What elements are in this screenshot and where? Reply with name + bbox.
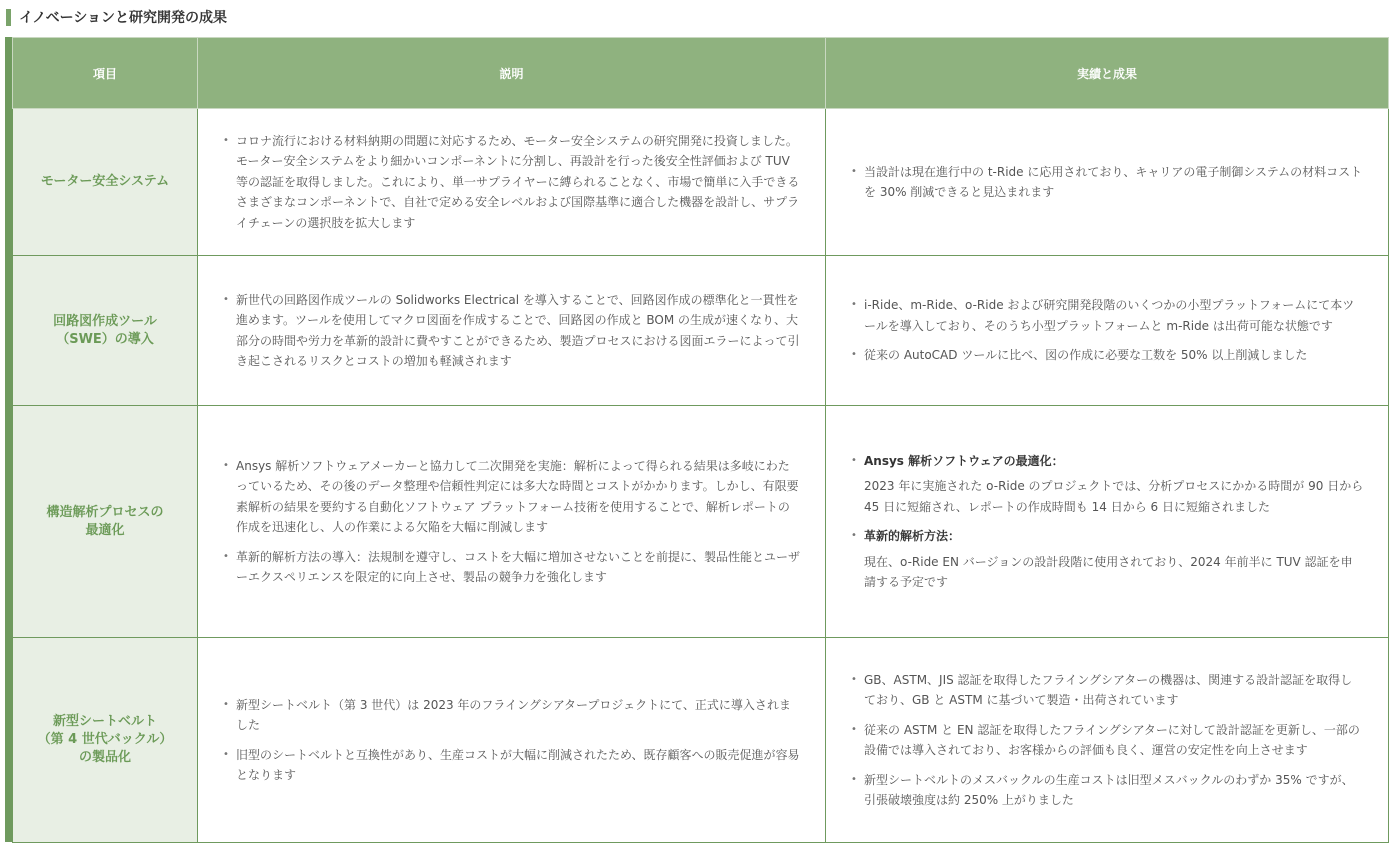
- result-body: 2023 年に実施された o-Ride のプロジェクトでは、分析プロセスにかかる時間が 90 日から 45 日に短縮され、レポートの作成時間も 14 日から 6 日に短縮されました: [864, 479, 1364, 514]
- item-label: （第 4 世代バックル）: [37, 732, 173, 747]
- row-item-cell: [13, 406, 198, 638]
- list-item: • 従来の ASTM と EN 認証を取得したフライングシアターに対して設計認証を更新し、一部の設備では導入されており、お客様からの評価も良く、運営の安定性を向上させます: [850, 720, 1364, 761]
- list-item: • 新世代の回路図作成ツールの Solidworks Electrical を導入することで、回路図作成の標準化と一貫性を進めます。ツールを使用してマクロ図面を作成することで、回路図の作成と BOM の生成が速くなり、大部分の時間や労力を革新的設計に費やすことができるため、製造プロセスにおける図面エラーによって引き起こされるリスクとコストの増加も軽減されます: [222, 290, 801, 372]
- list-item: • 当設計は現在進行中の t-Ride に応用されており、キャリアの電子制御システムの材料コストを 30% 削減できると見込まれます: [850, 162, 1364, 203]
- row-results-cell: [826, 406, 1389, 638]
- item-label: 新型シートベルト: [52, 714, 157, 729]
- heading-accent-bar: [6, 9, 11, 26]
- row-description-cell: [198, 406, 826, 638]
- list-item: • 旧型のシートベルトと互換性があり、生産コストが大幅に削減されたため、既存顧客への販売促進が容易となります: [222, 745, 801, 786]
- description-list: [222, 131, 801, 234]
- table-row: [13, 109, 1389, 256]
- section-heading: [6, 7, 227, 27]
- description-list: [222, 290, 801, 372]
- achievements-table-wrapper: [5, 37, 1388, 842]
- achievements-table: [12, 37, 1389, 843]
- list-item: [850, 451, 1364, 518]
- results-list: [850, 451, 1364, 593]
- item-label: 構造解析プロセスの: [46, 504, 164, 520]
- item-label: 最適化: [85, 522, 125, 538]
- table-row: [13, 638, 1389, 843]
- list-item: • i-Ride、m-Ride、o-Ride および研究開発段階のいくつかの小型プラットフォームにて本ツールを導入しており、そのうち小型プラットフォームと m-Ride は出荷可能な状態です: [850, 295, 1364, 336]
- result-lead: • 革新的解析方法：: [864, 529, 961, 543]
- row-item-cell: [13, 638, 198, 843]
- item-label: の製品化: [78, 750, 131, 765]
- list-item: • Ansys 解析ソフトウェアメーカーと協力して二次開発を実施：解析によって得られる結果は多岐にわたっているため、その後のデータ整理や信頼性判定には多大な時間とコストがかかります。しかし、有限要素解析の結果を要約する自動化ソフトウェア プラットフォーム技術を使用することで、解析レポートの作成を迅速化し、人の作業による欠陥を大幅に削減します: [222, 456, 801, 538]
- table-row: [13, 406, 1389, 638]
- row-item-cell: [13, 256, 198, 406]
- item-label: （SWE）の導入: [56, 331, 154, 347]
- list-item: [850, 526, 1364, 593]
- results-list: [850, 295, 1364, 366]
- item-label: モーター安全システム: [40, 174, 170, 189]
- list-item: • 従来の AutoCAD ツールに比べ、図の作成に必要な工数を 50% 以上削減しました: [850, 345, 1364, 366]
- column-header-item: 項目: [13, 38, 198, 109]
- row-results-cell: [826, 109, 1389, 256]
- results-list: [850, 670, 1364, 811]
- list-item: • コロナ流行における材料納期の問題に対応するため、モーター安全システムの研究開発に投資しました。モーター安全システムをより細かいコンポーネントに分割し、再設計を行った後安全性評価および TUV 等の認証を取得しました。これにより、単一サプライヤーに縛られることなく、市場で簡単に入手できるさまざまなコンポーネントで、自社で定める安全レベルおよび国際基準に適合した機器を設計し、サプライチェーンの選択肢を拡大します: [222, 131, 801, 234]
- row-description-cell: [198, 109, 826, 256]
- list-item: • 革新的解析方法の導入：法規制を遵守し、コストを大幅に増加させないことを前提に、製品性能とユーザーエクスペリエンスを限定的に向上させ、製品の競争力を強化します: [222, 547, 801, 588]
- row-results-cell: [826, 256, 1389, 406]
- column-header-description: 説明: [198, 38, 826, 109]
- row-results-cell: [826, 638, 1389, 843]
- table-row: [13, 256, 1389, 406]
- item-label: 回路図作成ツール: [53, 313, 157, 329]
- row-description-cell: [198, 256, 826, 406]
- column-header-results: 実績と成果: [826, 38, 1389, 109]
- list-item: • GB、ASTM、JIS 認証を取得したフライングシアターの機器は、関連する設計認証を取得しており、GB と ASTM に基づいて製造・出荷されています: [850, 670, 1364, 711]
- results-list: [850, 162, 1364, 203]
- description-list: [222, 456, 801, 588]
- result-body: 現在、o-Ride EN バージョンの設計段階に使用されており、2024 年前半に TUV 認証を申請する予定です: [864, 554, 1353, 589]
- list-item: • 新型シートベルト（第 3 世代）は 2023 年のフライングシアタープロジェクトにて、正式に導入されました: [222, 695, 801, 736]
- row-description-cell: [198, 638, 826, 843]
- list-item: • 新型シートベルトのメスバックルの生産コストは旧型メスバックルのわずか 35% ですが、引張破壊強度は約 250% 上がりました: [850, 770, 1364, 811]
- section-title: イノベーションと研究開発の成果: [19, 10, 228, 26]
- table-header-row: [13, 38, 1389, 109]
- result-lead: • Ansys 解析ソフトウェアの最適化：: [864, 453, 1064, 468]
- row-item-cell: [13, 109, 198, 256]
- description-list: [222, 695, 801, 786]
